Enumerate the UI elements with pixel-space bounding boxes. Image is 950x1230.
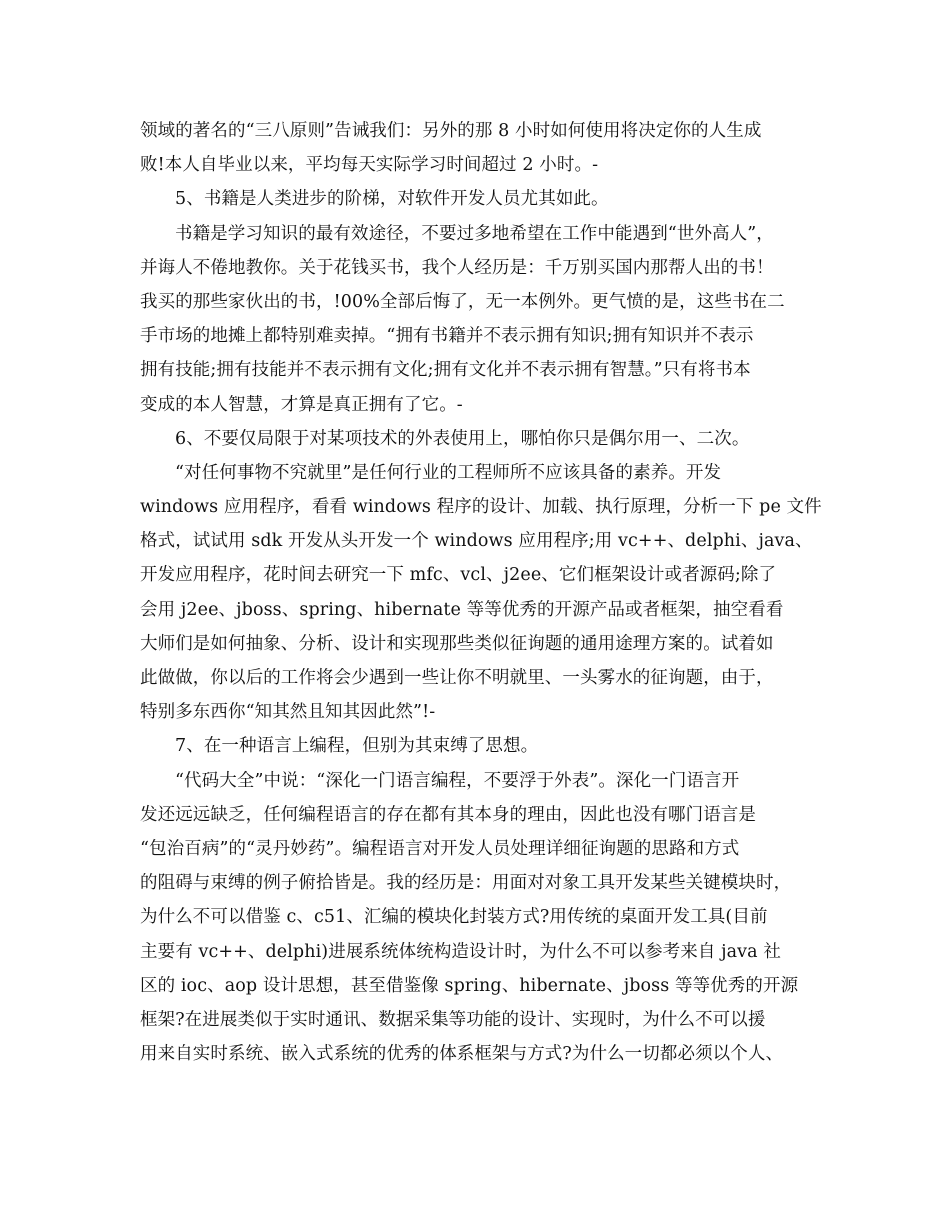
text-line: “包治百病”的“灵丹妙药”。编程语言对开发人员处理详细征询题的思路和方式 — [140, 838, 740, 859]
text-line: 大师们是如何抽象、分析、设计和实现那些类似征询题的通用途理方案的。试着如 — [140, 633, 774, 654]
text-line: 主要有 vc++、delphi)进展系统体统构造设计时，为什么不可以参考来自 java 社 — [140, 941, 781, 962]
text-line: windows 应用程序，看看 windows 程序的设计、加载、执行原理，分析一下 pe 文件 — [140, 497, 822, 518]
section-heading-6: 6、不要仅局限于对某项技术的外表使用上，哪怕你只是偶尔用一、二次。 — [175, 428, 750, 449]
text-line: 并诲人不倦地教你。关于花钱买书，我个人经历是：千万别买国内那帮人出的书！ — [140, 257, 774, 278]
text-line: 开发应用程序，花时间去研究一下 mfc、vcl、j2ee、它们框架设计或者源码;除了 — [140, 565, 777, 586]
text-line: “对任何事物不究就里”是任何行业的工程师所不应该具备的素养。开发 — [175, 462, 722, 483]
text-line: 会用 j2ee、jboss、spring、hibernate 等等优秀的开源产品或者框架，抽空看看 — [140, 599, 784, 620]
text-line: 手市场的地摊上都特别难卖掉。“拥有书籍并不表示拥有知识;拥有知识并不表示 — [140, 326, 754, 347]
text-line: 领域的著名的“三八原则”告诫我们：另外的那 8 小时如何使用将决定你的人生成 — [140, 121, 762, 141]
text-line: 特别多东西你“知其然且知其因此然”!- — [140, 702, 436, 723]
text-line: 框架?在进展类似于实时通讯、数据采集等功能的设计、实现时，为什么不可以援 — [140, 1009, 766, 1030]
text-line: 变成的本人智慧，才算是真正拥有了它。- — [140, 394, 463, 415]
section-heading-7: 7、在一种语言上编程，但别为其束缚了思想。 — [175, 736, 539, 757]
text-line: 书籍是学习知识的最有效途径，不要过多地希望在工作中能遇到“世外高人”， — [175, 223, 774, 244]
section-heading-5: 5、书籍是人类进步的阶梯，对软件开发人员尤其如此。 — [175, 189, 609, 210]
document-page — [140, 114, 820, 1071]
text-line: 败!本人自毕业以来，平均每天实际学习时间超过 2 小时。- — [140, 155, 599, 176]
text-line: 用来自实时系统、嵌入式系统的优秀的体系框架与方式?为什么一切都必须以个人、 — [140, 1044, 784, 1065]
text-line: 我买的那些家伙出的书，!00%全部后悔了，无一本例外。更气愤的是，这些书在二 — [140, 291, 785, 312]
text-line: 的阻碍与束缚的例子俯拾皆是。我的经历是：用面对对象工具开发某些关键模块时， — [140, 873, 792, 894]
text-line: 拥有技能;拥有技能并不表示拥有文化;拥有文化并不表示拥有智慧。”只有将书本 — [140, 360, 751, 381]
text-line: 发还远远缺乏，任何编程语言的存在都有其本身的理由，因此也没有哪门语言是 — [140, 804, 756, 825]
text-line: “代码大全”中说：“深化一门语言编程，不要浮于外表”。深化一门语言开 — [175, 770, 740, 791]
text-line: 为什么不可以借鉴 c、c51、汇编的模块化封装方式?用传统的桌面开发工具(目前 — [140, 907, 768, 928]
text-line: 区的 ioc、aop 设计思想，甚至借鉴像 spring、hibernate、jboss 等等优秀的开源 — [140, 975, 799, 996]
text-line: 格式，试试用 sdk 开发从头开发一个 windows 应用程序;用 vc++、delphi、java、 — [140, 531, 813, 552]
text-line: 此做做，你以后的工作将会少遇到一些让你不明就里、一头雾水的征询题，由于， — [140, 668, 774, 688]
